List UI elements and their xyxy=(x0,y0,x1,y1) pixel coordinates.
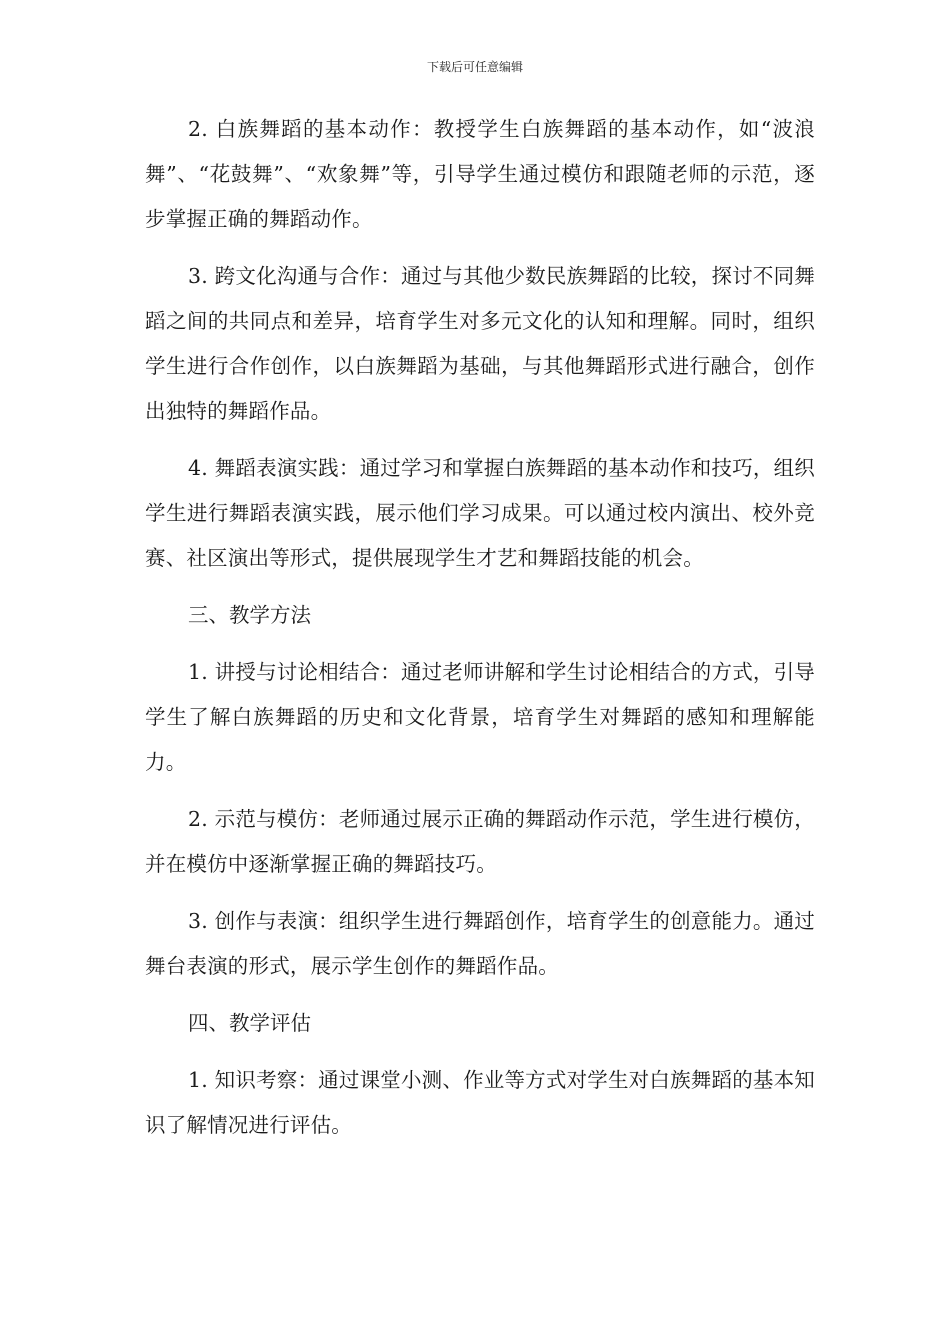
paragraph-cross-cultural: 3. 跨文化沟通与合作：通过与其他少数民族舞蹈的比较，探讨不同舞蹈之间的共同点和差异，培育学生对多元文化的认知和理解。同时，组织学生进行合作创作，以白族舞蹈为基础，与其他舞蹈形式进行融合，创作出独特的舞蹈作品。 xyxy=(145,264,815,423)
section-heading-teaching-assessment: 四、教学评估 xyxy=(188,1011,311,1035)
header-note: 下载后可任意编辑 xyxy=(426,60,523,74)
paragraph-basic-moves: 2. 白族舞蹈的基本动作：教授学生白族舞蹈的基本动作，如“波浪舞”、“花鼓舞”、“欢象舞”等，引导学生通过模仿和跟随老师的示范，逐步掌握正确的舞蹈动作。 xyxy=(145,117,815,231)
paragraph-knowledge-assessment: 1. 知识考察：通过课堂小测、作业等方式对学生对白族舞蹈的基本知识了解情况进行评估。 xyxy=(145,1068,815,1137)
section-heading-teaching-methods: 三、教学方法 xyxy=(188,603,311,627)
paragraph-creation-performance: 3. 创作与表演：组织学生进行舞蹈创作，培育学生的创意能力。通过舞台表演的形式，展示学生创作的舞蹈作品。 xyxy=(145,909,815,978)
paragraph-performance-practice: 4. 舞蹈表演实践：通过学习和掌握白族舞蹈的基本动作和技巧，组织学生进行舞蹈表演实践，展示他们学习成果。可以通过校内演出、校外竞赛、社区演出等形式，提供展现学生才艺和舞蹈技能的机会。 xyxy=(145,456,815,570)
paragraph-lecture-discussion: 1. 讲授与讨论相结合：通过老师讲解和学生讨论相结合的方式，引导学生了解白族舞蹈的历史和文化背景，培育学生对舞蹈的感知和理解能力。 xyxy=(145,660,815,774)
document-body xyxy=(145,107,815,1160)
paragraph-demonstration-imitation: 2. 示范与模仿：老师通过展示正确的舞蹈动作示范，学生进行模仿，并在模仿中逐渐掌握正确的舞蹈技巧。 xyxy=(145,807,815,876)
